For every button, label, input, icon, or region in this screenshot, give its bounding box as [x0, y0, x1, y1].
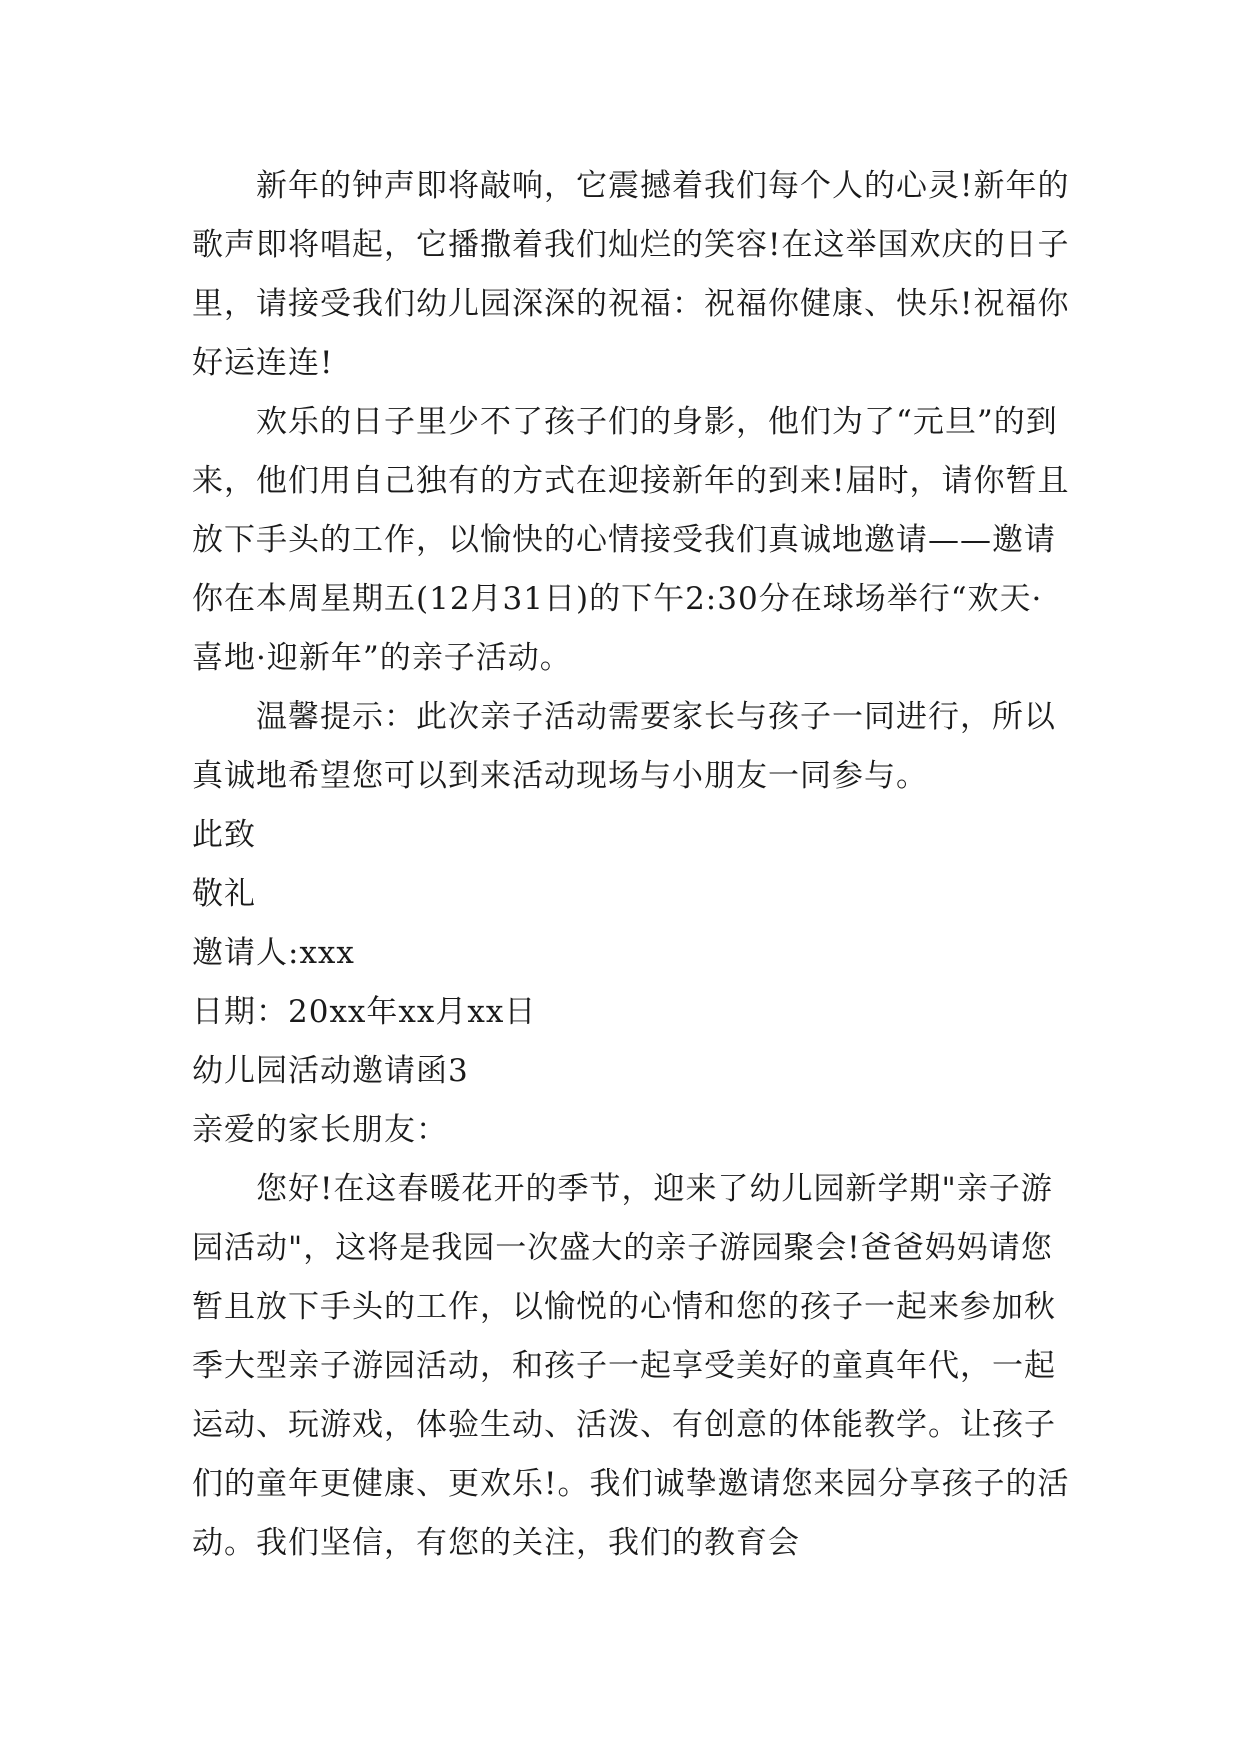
paragraph-invitation-details: 欢乐的日子里少不了孩子们的身影，他们为了“元旦”的到来，他们用自己独有的方式在迎接新年的到来!届时，请你暂且放下手头的工作，以愉快的心情接受我们真诚地邀请——邀请你在本周星期五(12月31日)的下午2:30分在球场举行“欢天·喜地·迎新年”的亲子活动。: [192, 404, 1070, 676]
paragraph-new-year-greeting: 新年的钟声即将敲响，它震撼着我们每个人的心灵!新年的歌声即将唱起，它播撒着我们灿烂的笑容!在这举国欢庆的日子里，请接受我们幼儿园深深的祝福：祝福你健康、快乐!祝福你好运连连!: [192, 168, 1070, 381]
signature-date: 日期：20xx年xx月xx日: [192, 994, 537, 1030]
signature-inviter: 邀请人:xxx: [192, 935, 355, 971]
paragraph-warm-reminder: 温馨提示：此次亲子活动需要家长与孩子一同进行，所以真诚地希望您可以到来活动现场与小朋友一同参与。: [192, 699, 1056, 794]
greeting-line: 亲爱的家长朋友：: [192, 1112, 448, 1148]
document-body: [192, 157, 1072, 1573]
closing-salutation-2: 敬礼: [192, 876, 256, 912]
paragraph-spring-activity: 您好!在这春暖花开的季节，迎来了幼儿园新学期"亲子游园活动"，这将是我园一次盛大的亲子游园聚会!爸爸妈妈请您暂且放下手头的工作，以愉悦的心情和您的孩子一起来参加秋季大型亲子游园活动，和孩子一起享受美好的童真年代，一起运动、玩游戏，体验生动、活泼、有创意的体能教学。让孩子们的童年更健康、更欢乐!。我们诚挚邀请您来园分享孩子的活动。我们坚信，有您的关注，我们的教育会: [192, 1171, 1070, 1561]
closing-salutation-1: 此致: [192, 817, 256, 853]
section-heading: 幼儿园活动邀请函3: [192, 1053, 469, 1089]
